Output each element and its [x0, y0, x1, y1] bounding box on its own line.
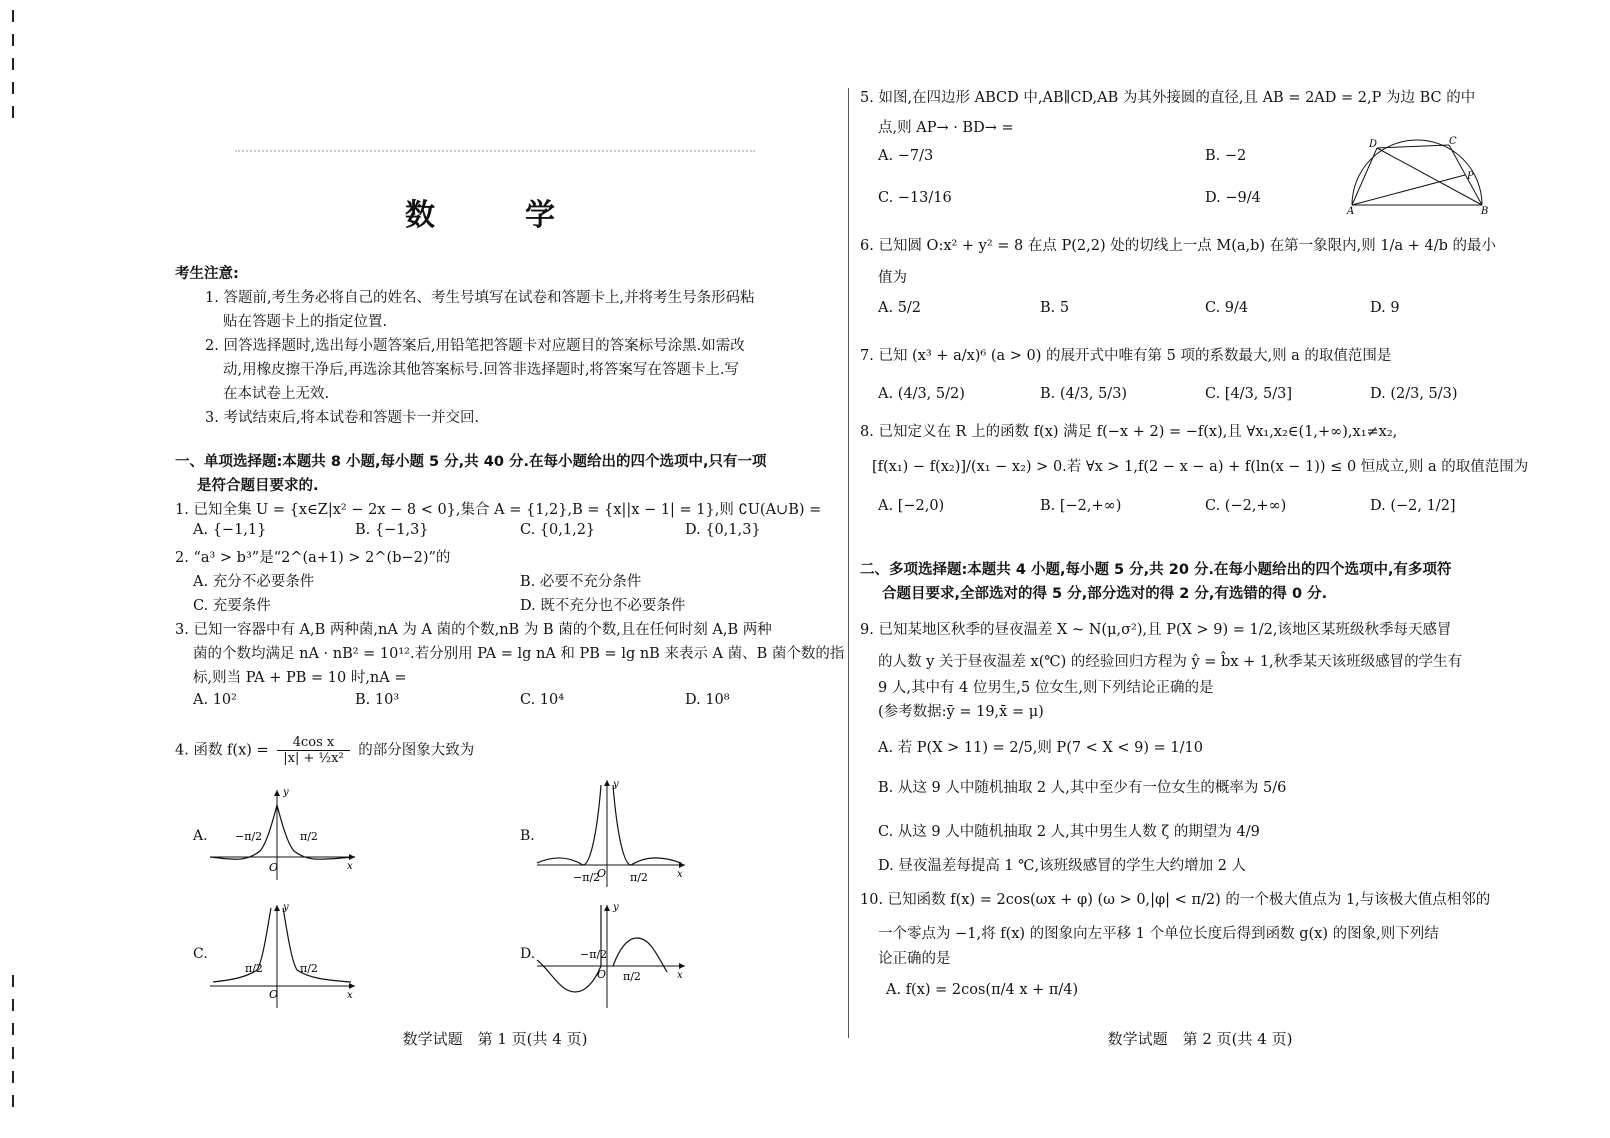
question-10-stem-cont: 论正确的是: [878, 951, 951, 967]
q1-option-d: D. {0,1,3}: [685, 522, 761, 538]
page-title: 数 学: [405, 198, 585, 233]
binding-marks-top: [12, 10, 16, 130]
q4-label-a: A.: [193, 828, 208, 844]
question-5-stem: 5. 如图,在四边形 ABCD 中,AB∥CD,AB 为其外接圆的直径,且 AB = 2AD = 2,P 为边 BC 的中: [860, 90, 1476, 106]
question-8-stem: 8. 已知定义在 R 上的函数 f(x) 满足 f(−x + 2) = −f(x),且 ∀x₁,x₂∈(1,+∞),x₁≠x₂,: [860, 424, 1398, 440]
y-axis-label: y: [613, 902, 619, 913]
q7-option-b: B. (4/3, 5/3): [1040, 386, 1128, 402]
q3-option-d: D. 10⁸: [685, 692, 730, 708]
x-axis-label: x: [677, 970, 683, 981]
q4-label-c: C.: [193, 946, 208, 962]
page-2: [860, 0, 1540, 1138]
tick-neg-pi-half: −π/2: [580, 948, 608, 961]
fig-label-b: B: [1481, 206, 1489, 215]
q4-graph-c: [205, 900, 365, 1010]
q2-option-c: C. 充要条件: [193, 598, 271, 614]
tick-neg-pi-half: −π/2: [573, 871, 601, 884]
fig-label-a: A: [1347, 206, 1355, 215]
question-4-stem: [175, 735, 474, 766]
notice-line: 在本试卷上无效.: [223, 386, 330, 402]
q4-graph-b: [535, 775, 695, 890]
tick-pos-pi-half: π/2: [623, 970, 641, 983]
q3-option-a: A. 10²: [193, 692, 237, 708]
tick-pos-pi-half: π/2: [300, 830, 318, 843]
q1-option-c: C. {0,1,2}: [520, 522, 596, 538]
q4-numerator: 4cos x: [277, 735, 349, 751]
notice-line: 2. 回答选择题时,选出每小题答案后,用铅笔把答题卡对应题目的答案标号涂黑.如需改: [205, 338, 745, 354]
question-1-stem: 1. 已知全集 U = {x∈Z|x² − 2x − 8 < 0},集合 A = {1,2},B = {x||x − 1| = 1},则 ∁U(A∪B) =: [175, 502, 822, 518]
q6-option-a: A. 5/2: [878, 300, 922, 316]
page-1: [175, 0, 845, 1138]
section-1-heading-cont: 是符合题目要求的.: [197, 478, 319, 494]
fig-label-p: P: [1467, 171, 1474, 182]
q1-option-b: B. {−1,3}: [355, 522, 429, 538]
question-9-stem-cont: 的人数 y 关于昼夜温差 x(℃) 的经验回归方程为 ŷ = b̂x + 1,秋季某天该班级感冒的学生有: [878, 654, 1463, 670]
page-divider: [848, 88, 849, 1038]
tick-pos-pi-half: π/2: [300, 962, 318, 975]
origin-label: O: [269, 861, 279, 874]
q9-option-b: B. 从这 9 人中随机抽取 2 人,其中至少有一位女生的概率为 5/6: [878, 780, 1287, 796]
section-2-heading: 二、多项选择题:本题共 4 小题,每小题 5 分,共 20 分.在每小题给出的四个选项中,有多项符: [860, 562, 1452, 578]
question-9-stem-cont: 9 人,其中有 4 位男生,5 位女生,则下列结论正确的是: [878, 680, 1214, 696]
question-9-stem: 9. 已知某地区秋季的昼夜温差 X ~ N(μ,σ²),且 P(X > 9) = 1/2,该地区某班级秋季每天感冒: [860, 622, 1452, 638]
binding-marks-bottom: [12, 975, 16, 1119]
q9-option-d: D. 昼夜温差每提高 1 ℃,该班级感冒的学生大约增加 2 人: [878, 858, 1247, 874]
page-2-footer: 数学试题 第 2 页(共 4 页): [1107, 1030, 1293, 1048]
faded-header-line: [235, 150, 755, 160]
q4-denominator: |x| + ½x²: [283, 751, 344, 766]
fig-label-c: C: [1449, 136, 1457, 147]
origin-label: O: [597, 968, 607, 981]
x-axis-label: x: [347, 861, 353, 872]
question-2-stem: 2. “a³ > b³”是“2^(a+1) > 2^(b−2)”的: [175, 550, 451, 566]
q4-graph-d: [535, 900, 695, 1010]
q4-stem-post: 的部分图象大致为: [358, 742, 475, 759]
notice-line: 3. 考试结束后,将本试卷和答题卡一并交回.: [205, 410, 480, 426]
question-9-stem-cont: (参考数据:ȳ = 19,x̄ = μ): [878, 704, 1044, 720]
tick-pos-pi-half: π/2: [630, 871, 648, 884]
q8-option-d: D. (−2, 1/2]: [1370, 498, 1456, 514]
q5-option-c: C. −13/16: [878, 190, 952, 206]
q10-option-a: A. f(x) = 2cos(π/4 x + π/4): [886, 982, 1079, 998]
question-3-stem: 3. 已知一容器中有 A,B 两种菌,nA 为 A 菌的个数,nB 为 B 菌的个数,且在任何时刻 A,B 两种: [175, 622, 772, 638]
q4-label-b: B.: [520, 828, 535, 844]
question-7-stem: 7. 已知 (x³ + a/x)⁶ (a > 0) 的展开式中唯有第 5 项的系数最大,则 a 的取值范围是: [860, 348, 1392, 364]
q5-option-b: B. −2: [1205, 148, 1247, 164]
tick-neg-pi-half: −π/2: [235, 830, 263, 843]
question-3-stem-cont: 菌的个数均满足 nA · nB² = 10¹².若分别用 PA = lg nA 和 PB = lg nB 来表示 A 菌、B 菌个数的指: [193, 646, 845, 662]
q1-option-a: A. {−1,1}: [193, 522, 267, 538]
question-6-stem-cont: 值为: [878, 270, 907, 286]
q5-figure: [1345, 135, 1490, 215]
section-1-heading: 一、单项选择题:本题共 8 小题,每小题 5 分,共 40 分.在每小题给出的四个选项中,只有一项: [175, 454, 767, 470]
q7-option-c: C. [4/3, 5/3]: [1205, 386, 1292, 402]
q9-option-a: A. 若 P(X > 11) = 2/5,则 P(7 < X < 9) = 1/10: [878, 740, 1203, 756]
tick-neg-pi-half: π/2: [245, 962, 263, 975]
q5-option-a: A. −7/3: [878, 148, 934, 164]
q5-option-d: D. −9/4: [1205, 190, 1261, 206]
section-2-heading-cont: 合题目要求,全部选对的得 5 分,部分选对的得 2 分,有选错的得 0 分.: [882, 586, 1328, 602]
q9-option-c: C. 从这 9 人中随机抽取 2 人,其中男生人数 ζ 的期望为 4/9: [878, 824, 1260, 840]
x-axis-label: x: [347, 990, 353, 1001]
q6-option-d: D. 9: [1370, 300, 1400, 316]
question-6-stem: 6. 已知圆 O:x² + y² = 8 在点 P(2,2) 处的切线上一点 M(a,b) 在第一象限内,则 1/a + 4/b 的最小: [860, 238, 1496, 254]
y-axis-label: y: [283, 902, 289, 913]
q8-option-b: B. [−2,+∞): [1040, 498, 1122, 514]
origin-label: O: [269, 988, 279, 1001]
y-axis-label: y: [283, 787, 289, 798]
q2-option-b: B. 必要不充分条件: [520, 574, 642, 590]
question-8-stem-cont: [f(x₁) − f(x₂)]/(x₁ − x₂) > 0.若 ∀x > 1,f(2 − x − a) + f(ln(x − 1)) ≤ 0 恒成立,则 a 的取值范围为: [872, 459, 1529, 475]
q7-option-d: D. (2/3, 5/3): [1370, 386, 1458, 402]
q8-option-c: C. (−2,+∞): [1205, 498, 1287, 514]
q2-option-a: A. 充分不必要条件: [193, 574, 315, 590]
notice-line: 1. 答题前,考生务必将自己的姓名、考生号填写在试卷和答题卡上,并将考生号条形码粘: [205, 290, 755, 306]
q3-option-b: B. 10³: [355, 692, 400, 708]
x-axis-label: x: [677, 869, 683, 880]
question-10-stem: 10. 已知函数 f(x) = 2cos(ωx + φ) (ω > 0,|φ| < π/2) 的一个极大值点为 1,与该极大值点相邻的: [860, 892, 1491, 908]
notice-title: 考生注意:: [175, 266, 239, 282]
q4-fraction: [277, 735, 349, 766]
q3-option-c: C. 10⁴: [520, 692, 565, 708]
origin-label: O: [597, 867, 607, 880]
notice-line: 贴在答题卡上的指定位置.: [223, 314, 388, 330]
page-1-footer: 数学试题 第 1 页(共 4 页): [402, 1030, 588, 1048]
fig-label-d: D: [1369, 139, 1378, 150]
question-5-stem-cont: 点,则 AP→ · BD→ =: [878, 120, 1014, 136]
question-3-stem-cont: 标,则当 PA + PB = 10 时,nA =: [193, 670, 407, 686]
q4-graph-a: [205, 785, 365, 885]
q6-option-b: B. 5: [1040, 300, 1070, 316]
q6-option-c: C. 9/4: [1205, 300, 1249, 316]
q2-option-d: D. 既不充分也不必要条件: [520, 598, 686, 614]
q4-label-d: D.: [520, 946, 536, 962]
y-axis-label: y: [613, 779, 619, 790]
q7-option-a: A. (4/3, 5/2): [878, 386, 965, 402]
question-10-stem-cont: 一个零点为 −1,将 f(x) 的图象向左平移 1 个单位长度后得到函数 g(x) 的图象,则下列结: [878, 926, 1439, 942]
q8-option-a: A. [−2,0): [878, 498, 945, 514]
q4-stem-pre: 4. 函数 f(x) =: [175, 742, 269, 759]
notice-line: 动,用橡皮擦干净后,再选涂其他答案标号.回答非选择题时,将答案写在答题卡上.写: [223, 362, 740, 378]
